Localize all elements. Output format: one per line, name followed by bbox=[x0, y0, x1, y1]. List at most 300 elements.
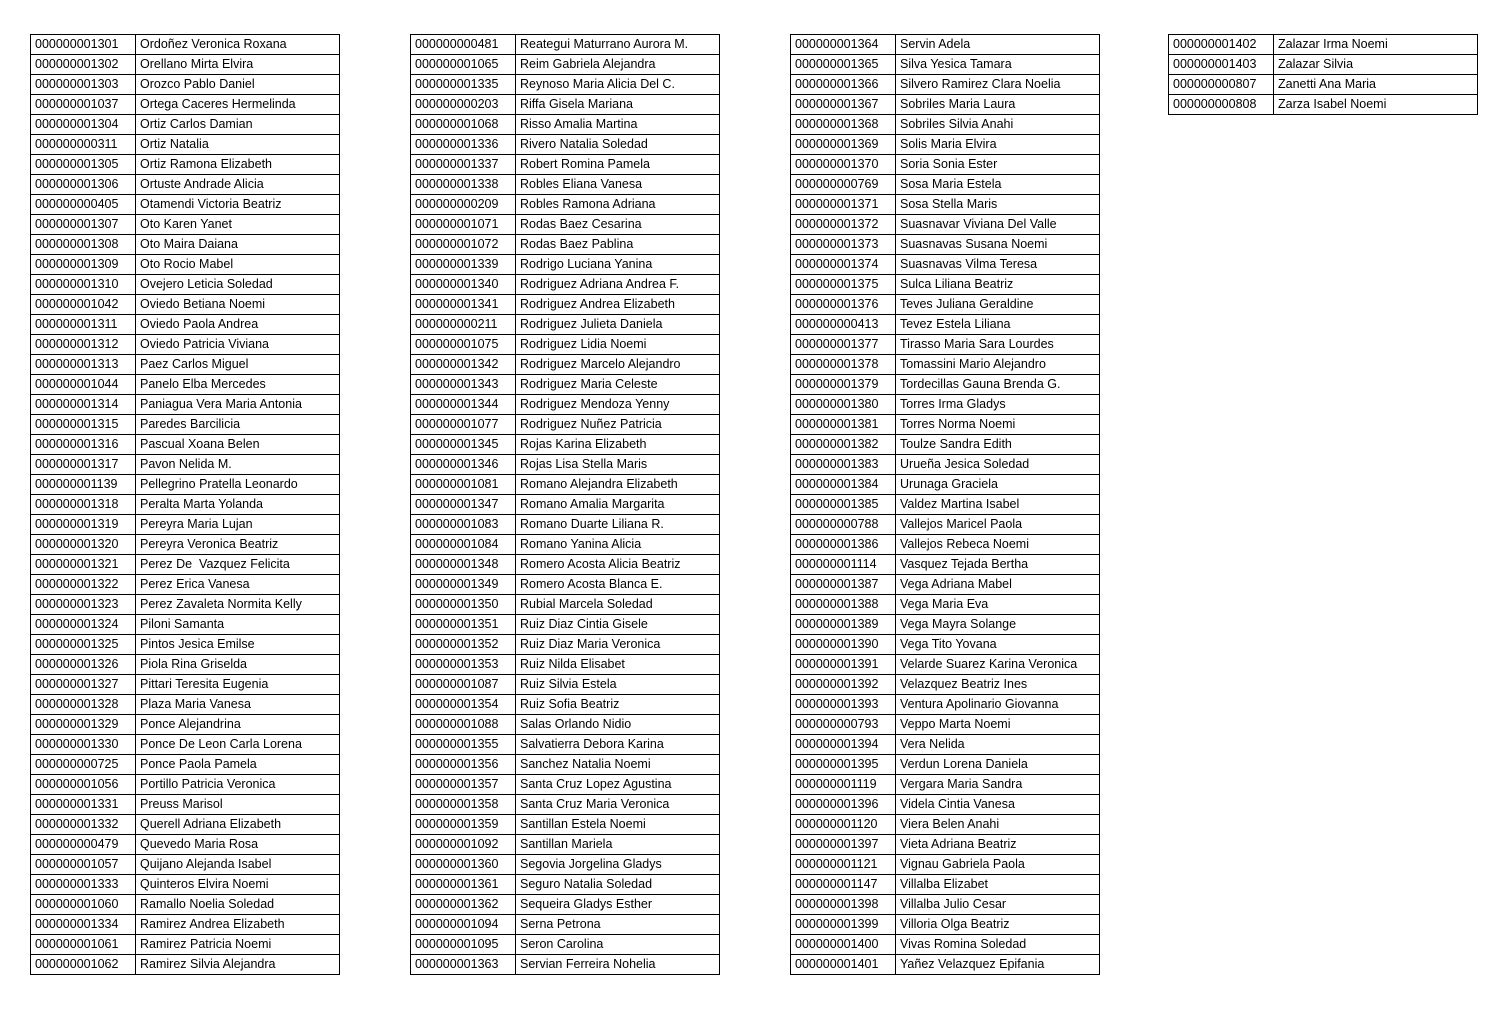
member-name-cell: Sosa Stella Maris bbox=[896, 195, 1100, 215]
member-name-cell: Querell Adriana Elizabeth bbox=[136, 815, 340, 835]
member-id-cell: 000000001376 bbox=[791, 295, 896, 315]
member-name-cell: Villalba Julio Cesar bbox=[896, 895, 1100, 915]
table-row bbox=[791, 175, 1100, 195]
member-name-cell: Vega Adriana Mabel bbox=[896, 575, 1100, 595]
table-row bbox=[31, 295, 340, 315]
table-row bbox=[791, 215, 1100, 235]
table-row bbox=[411, 955, 720, 975]
member-name-cell: Vega Mayra Solange bbox=[896, 615, 1100, 635]
member-name-cell: Ventura Apolinario Giovanna bbox=[896, 695, 1100, 715]
table-row bbox=[31, 335, 340, 355]
member-id-cell: 000000001304 bbox=[31, 115, 136, 135]
member-name-cell: Segovia Jorgelina Gladys bbox=[516, 855, 720, 875]
table-row bbox=[31, 815, 340, 835]
member-id-cell: 000000001071 bbox=[411, 215, 516, 235]
member-name-cell: Quevedo Maria Rosa bbox=[136, 835, 340, 855]
member-name-cell: Viera Belen Anahi bbox=[896, 815, 1100, 835]
member-name-cell: Pavon Nelida M. bbox=[136, 455, 340, 475]
table-row bbox=[411, 315, 720, 335]
member-name-cell: Ramirez Andrea Elizabeth bbox=[136, 915, 340, 935]
member-id-cell: 000000001303 bbox=[31, 75, 136, 95]
member-name-cell: Ordoñez Veronica Roxana bbox=[136, 35, 340, 55]
table-row bbox=[791, 415, 1100, 435]
member-id-cell: 000000001383 bbox=[791, 455, 896, 475]
member-name-cell: Quinteros Elvira Noemi bbox=[136, 875, 340, 895]
table-row bbox=[411, 535, 720, 555]
member-name-cell: Velazquez Beatriz Ines bbox=[896, 675, 1100, 695]
member-name-cell: Paniagua Vera Maria Antonia bbox=[136, 395, 340, 415]
member-id-cell: 000000001331 bbox=[31, 795, 136, 815]
table-row bbox=[411, 395, 720, 415]
table-row bbox=[31, 75, 340, 95]
table-row bbox=[791, 35, 1100, 55]
member-name-cell: Ponce De Leon Carla Lorena bbox=[136, 735, 340, 755]
member-id-cell: 000000001077 bbox=[411, 415, 516, 435]
member-id-cell: 000000001402 bbox=[1169, 35, 1274, 55]
member-name-cell: Villalba Elizabet bbox=[896, 875, 1100, 895]
member-id-cell: 000000000209 bbox=[411, 195, 516, 215]
member-name-cell: Ruiz Silvia Estela bbox=[516, 675, 720, 695]
table-row bbox=[411, 895, 720, 915]
member-name-cell: Peralta Marta Yolanda bbox=[136, 495, 340, 515]
table-row bbox=[31, 835, 340, 855]
table-row bbox=[31, 615, 340, 635]
member-id-cell: 000000001395 bbox=[791, 755, 896, 775]
member-name-cell: Rivero Natalia Soledad bbox=[516, 135, 720, 155]
member-id-cell: 000000001369 bbox=[791, 135, 896, 155]
member-id-cell: 000000001326 bbox=[31, 655, 136, 675]
table-row bbox=[791, 855, 1100, 875]
member-name-cell: Rodriguez Marcelo Alejandro bbox=[516, 355, 720, 375]
member-id-cell: 000000001332 bbox=[31, 815, 136, 835]
member-id-cell: 000000001366 bbox=[791, 75, 896, 95]
table-row bbox=[31, 175, 340, 195]
member-name-cell: Suasnavas Vilma Teresa bbox=[896, 255, 1100, 275]
member-name-cell: Pittari Teresita Eugenia bbox=[136, 675, 340, 695]
member-name-cell: Pascual Xoana Belen bbox=[136, 435, 340, 455]
member-id-cell: 000000001339 bbox=[411, 255, 516, 275]
table-row bbox=[31, 795, 340, 815]
table-row bbox=[1169, 55, 1478, 75]
table-row bbox=[411, 775, 720, 795]
table-row bbox=[411, 855, 720, 875]
table-row bbox=[31, 455, 340, 475]
member-id-cell: 000000000725 bbox=[31, 755, 136, 775]
member-name-cell: Robles Ramona Adriana bbox=[516, 195, 720, 215]
table-row bbox=[31, 355, 340, 375]
member-id-cell: 000000001139 bbox=[31, 475, 136, 495]
member-name-cell: Vera Nelida bbox=[896, 735, 1100, 755]
table-row bbox=[411, 55, 720, 75]
member-name-cell: Pereyra Maria Lujan bbox=[136, 515, 340, 535]
member-name-cell: Vallejos Maricel Paola bbox=[896, 515, 1100, 535]
member-id-cell: 000000001398 bbox=[791, 895, 896, 915]
member-id-cell: 000000001092 bbox=[411, 835, 516, 855]
member-name-cell: Ortiz Natalia bbox=[136, 135, 340, 155]
member-id-cell: 000000001324 bbox=[31, 615, 136, 635]
table-row bbox=[31, 95, 340, 115]
table-row bbox=[411, 695, 720, 715]
member-id-cell: 000000000211 bbox=[411, 315, 516, 335]
member-id-cell: 000000001378 bbox=[791, 355, 896, 375]
table-row bbox=[411, 575, 720, 595]
member-name-cell: Oviedo Paola Andrea bbox=[136, 315, 340, 335]
table-row bbox=[31, 755, 340, 775]
member-id-cell: 000000001121 bbox=[791, 855, 896, 875]
table-row bbox=[791, 275, 1100, 295]
table-row bbox=[31, 555, 340, 575]
member-id-cell: 000000001357 bbox=[411, 775, 516, 795]
member-id-cell: 000000001363 bbox=[411, 955, 516, 975]
member-name-cell: Ortiz Ramona Elizabeth bbox=[136, 155, 340, 175]
member-id-cell: 000000001364 bbox=[791, 35, 896, 55]
table-row bbox=[31, 155, 340, 175]
member-id-cell: 000000001095 bbox=[411, 935, 516, 955]
table-row bbox=[411, 935, 720, 955]
member-name-cell: Valdez Martina Isabel bbox=[896, 495, 1100, 515]
table-row bbox=[31, 675, 340, 695]
member-id-cell: 000000001401 bbox=[791, 955, 896, 975]
member-id-cell: 000000001310 bbox=[31, 275, 136, 295]
member-name-cell: Sequeira Gladys Esther bbox=[516, 895, 720, 915]
table-row bbox=[31, 715, 340, 735]
member-name-cell: Paez Carlos Miguel bbox=[136, 355, 340, 375]
member-id-cell: 000000001337 bbox=[411, 155, 516, 175]
table-row bbox=[31, 695, 340, 715]
table-row bbox=[791, 935, 1100, 955]
member-name-cell: Vasquez Tejada Bertha bbox=[896, 555, 1100, 575]
member-name-cell: Reynoso Maria Alicia Del C. bbox=[516, 75, 720, 95]
table-row bbox=[791, 315, 1100, 335]
member-id-cell: 000000001306 bbox=[31, 175, 136, 195]
table-row bbox=[31, 55, 340, 75]
member-name-cell: Oviedo Patricia Viviana bbox=[136, 335, 340, 355]
member-name-cell: Tomassini Mario Alejandro bbox=[896, 355, 1100, 375]
member-id-cell: 000000001335 bbox=[411, 75, 516, 95]
member-id-cell: 000000001387 bbox=[791, 575, 896, 595]
member-id-cell: 000000001393 bbox=[791, 695, 896, 715]
member-name-cell: Vergara Maria Sandra bbox=[896, 775, 1100, 795]
member-name-cell: Orozco Pablo Daniel bbox=[136, 75, 340, 95]
member-name-cell: Romano Yanina Alicia bbox=[516, 535, 720, 555]
member-name-cell: Reim Gabriela Alejandra bbox=[516, 55, 720, 75]
table-row bbox=[31, 495, 340, 515]
member-id-cell: 000000000793 bbox=[791, 715, 896, 735]
member-id-cell: 000000001311 bbox=[31, 315, 136, 335]
member-id-cell: 000000000203 bbox=[411, 95, 516, 115]
member-name-cell: Romano Duarte Liliana R. bbox=[516, 515, 720, 535]
table-row bbox=[791, 295, 1100, 315]
member-name-cell: Riffa Gisela Mariana bbox=[516, 95, 720, 115]
table-row bbox=[31, 955, 340, 975]
member-id-cell: 000000001336 bbox=[411, 135, 516, 155]
table-row bbox=[31, 375, 340, 395]
table-row bbox=[411, 875, 720, 895]
table-row bbox=[411, 355, 720, 375]
member-id-cell: 000000001343 bbox=[411, 375, 516, 395]
member-name-cell: Rojas Lisa Stella Maris bbox=[516, 455, 720, 475]
member-id-cell: 000000000413 bbox=[791, 315, 896, 335]
member-id-cell: 000000001087 bbox=[411, 675, 516, 695]
member-id-cell: 000000001072 bbox=[411, 235, 516, 255]
member-name-cell: Ramirez Patricia Noemi bbox=[136, 935, 340, 955]
member-name-cell: Pereyra Veronica Beatriz bbox=[136, 535, 340, 555]
table-row bbox=[1169, 35, 1478, 55]
table-row bbox=[791, 955, 1100, 975]
table-row bbox=[31, 435, 340, 455]
member-name-cell: Oto Maira Daiana bbox=[136, 235, 340, 255]
member-id-cell: 000000001349 bbox=[411, 575, 516, 595]
member-name-cell: Torres Irma Gladys bbox=[896, 395, 1100, 415]
member-name-cell: Suasnavas Susana Noemi bbox=[896, 235, 1100, 255]
roster-table-3 bbox=[790, 34, 1100, 975]
member-id-cell: 000000001374 bbox=[791, 255, 896, 275]
table-row bbox=[791, 695, 1100, 715]
member-id-cell: 000000001391 bbox=[791, 655, 896, 675]
member-name-cell: Plaza Maria Vanesa bbox=[136, 695, 340, 715]
table-row bbox=[411, 735, 720, 755]
member-id-cell: 000000001056 bbox=[31, 775, 136, 795]
table-row bbox=[791, 615, 1100, 635]
member-id-cell: 000000001380 bbox=[791, 395, 896, 415]
member-id-cell: 000000001345 bbox=[411, 435, 516, 455]
table-row bbox=[411, 255, 720, 275]
member-id-cell: 000000001342 bbox=[411, 355, 516, 375]
member-name-cell: Silvero Ramirez Clara Noelia bbox=[896, 75, 1100, 95]
roster-table-4 bbox=[1168, 34, 1478, 115]
member-name-cell: Seron Carolina bbox=[516, 935, 720, 955]
member-name-cell: Ruiz Diaz Cintia Gisele bbox=[516, 615, 720, 635]
member-name-cell: Rubial Marcela Soledad bbox=[516, 595, 720, 615]
member-name-cell: Rodas Baez Cesarina bbox=[516, 215, 720, 235]
member-name-cell: Romero Acosta Alicia Beatriz bbox=[516, 555, 720, 575]
member-name-cell: Urueña Jesica Soledad bbox=[896, 455, 1100, 475]
member-name-cell: Pellegrino Pratella Leonardo bbox=[136, 475, 340, 495]
table-row bbox=[791, 435, 1100, 455]
member-id-cell: 000000001390 bbox=[791, 635, 896, 655]
member-name-cell: Villoria Olga Beatriz bbox=[896, 915, 1100, 935]
table-row bbox=[411, 635, 720, 655]
table-row bbox=[31, 575, 340, 595]
member-id-cell: 000000001372 bbox=[791, 215, 896, 235]
member-name-cell: Sobriles Maria Laura bbox=[896, 95, 1100, 115]
member-id-cell: 000000001083 bbox=[411, 515, 516, 535]
table-row bbox=[31, 535, 340, 555]
member-id-cell: 000000001119 bbox=[791, 775, 896, 795]
member-name-cell: Ortega Caceres Hermelinda bbox=[136, 95, 340, 115]
member-id-cell: 000000001389 bbox=[791, 615, 896, 635]
member-name-cell: Rodriguez Julieta Daniela bbox=[516, 315, 720, 335]
table-row bbox=[31, 395, 340, 415]
member-id-cell: 000000001322 bbox=[31, 575, 136, 595]
table-row bbox=[31, 475, 340, 495]
table-row bbox=[791, 635, 1100, 655]
member-id-cell: 000000001057 bbox=[31, 855, 136, 875]
table-row bbox=[791, 515, 1100, 535]
table-row bbox=[411, 715, 720, 735]
member-name-cell: Videla Cintia Vanesa bbox=[896, 795, 1100, 815]
table-row bbox=[411, 915, 720, 935]
member-id-cell: 000000001348 bbox=[411, 555, 516, 575]
table-row bbox=[791, 755, 1100, 775]
member-name-cell: Ramirez Silvia Alejandra bbox=[136, 955, 340, 975]
member-name-cell: Romano Alejandra Elizabeth bbox=[516, 475, 720, 495]
table-row bbox=[791, 55, 1100, 75]
member-name-cell: Salvatierra Debora Karina bbox=[516, 735, 720, 755]
member-id-cell: 000000001360 bbox=[411, 855, 516, 875]
table-row bbox=[411, 35, 720, 55]
member-id-cell: 000000001323 bbox=[31, 595, 136, 615]
member-id-cell: 000000001346 bbox=[411, 455, 516, 475]
table-row bbox=[31, 135, 340, 155]
member-id-cell: 000000001354 bbox=[411, 695, 516, 715]
table-row bbox=[791, 535, 1100, 555]
member-name-cell: Reategui Maturrano Aurora M. bbox=[516, 35, 720, 55]
member-id-cell: 000000001403 bbox=[1169, 55, 1274, 75]
member-id-cell: 000000001312 bbox=[31, 335, 136, 355]
member-name-cell: Servin Adela bbox=[896, 35, 1100, 55]
table-row bbox=[791, 715, 1100, 735]
member-name-cell: Otamendi Victoria Beatriz bbox=[136, 195, 340, 215]
table-row bbox=[791, 235, 1100, 255]
table-row bbox=[411, 455, 720, 475]
member-id-cell: 000000001060 bbox=[31, 895, 136, 915]
member-name-cell: Serna Petrona bbox=[516, 915, 720, 935]
table-row bbox=[411, 375, 720, 395]
member-name-cell: Risso Amalia Martina bbox=[516, 115, 720, 135]
table-row bbox=[31, 655, 340, 675]
member-id-cell: 000000001347 bbox=[411, 495, 516, 515]
member-id-cell: 000000001062 bbox=[31, 955, 136, 975]
table-row bbox=[791, 775, 1100, 795]
member-id-cell: 000000001368 bbox=[791, 115, 896, 135]
member-id-cell: 000000001399 bbox=[791, 915, 896, 935]
table-row bbox=[791, 835, 1100, 855]
table-row bbox=[411, 815, 720, 835]
member-name-cell: Torres Norma Noemi bbox=[896, 415, 1100, 435]
member-name-cell: Rodriguez Nuñez Patricia bbox=[516, 415, 720, 435]
member-id-cell: 000000001042 bbox=[31, 295, 136, 315]
member-id-cell: 000000001319 bbox=[31, 515, 136, 535]
member-name-cell: Vieta Adriana Beatriz bbox=[896, 835, 1100, 855]
table-row bbox=[411, 95, 720, 115]
table-row bbox=[411, 415, 720, 435]
table-row bbox=[411, 295, 720, 315]
member-name-cell: Ruiz Sofia Beatriz bbox=[516, 695, 720, 715]
table-row bbox=[31, 515, 340, 535]
member-name-cell: Suasnavar Viviana Del Valle bbox=[896, 215, 1100, 235]
member-id-cell: 000000001330 bbox=[31, 735, 136, 755]
member-id-cell: 000000001358 bbox=[411, 795, 516, 815]
member-name-cell: Oto Karen Yanet bbox=[136, 215, 340, 235]
member-name-cell: Tirasso Maria Sara Lourdes bbox=[896, 335, 1100, 355]
table-row bbox=[791, 595, 1100, 615]
member-name-cell: Toulze Sandra Edith bbox=[896, 435, 1100, 455]
member-id-cell: 000000001341 bbox=[411, 295, 516, 315]
member-name-cell: Vignau Gabriela Paola bbox=[896, 855, 1100, 875]
member-name-cell: Rodriguez Adriana Andrea F. bbox=[516, 275, 720, 295]
table-row bbox=[411, 495, 720, 515]
table-row bbox=[411, 215, 720, 235]
table-row bbox=[791, 575, 1100, 595]
member-name-cell: Vega Tito Yovana bbox=[896, 635, 1100, 655]
member-name-cell: Verdun Lorena Daniela bbox=[896, 755, 1100, 775]
member-id-cell: 000000001334 bbox=[31, 915, 136, 935]
member-name-cell: Ponce Paola Pamela bbox=[136, 755, 340, 775]
member-id-cell: 000000001365 bbox=[791, 55, 896, 75]
table-row bbox=[791, 795, 1100, 815]
table-row bbox=[411, 235, 720, 255]
member-id-cell: 000000001400 bbox=[791, 935, 896, 955]
table-row bbox=[411, 75, 720, 95]
member-id-cell: 000000001328 bbox=[31, 695, 136, 715]
table-row bbox=[411, 795, 720, 815]
member-id-cell: 000000001302 bbox=[31, 55, 136, 75]
member-id-cell: 000000001381 bbox=[791, 415, 896, 435]
member-id-cell: 000000001370 bbox=[791, 155, 896, 175]
member-id-cell: 000000001353 bbox=[411, 655, 516, 675]
member-name-cell: Ruiz Diaz Maria Veronica bbox=[516, 635, 720, 655]
member-id-cell: 000000001325 bbox=[31, 635, 136, 655]
table-row bbox=[411, 675, 720, 695]
member-name-cell: Ponce Alejandrina bbox=[136, 715, 340, 735]
member-id-cell: 000000001068 bbox=[411, 115, 516, 135]
member-id-cell: 000000001373 bbox=[791, 235, 896, 255]
table-row bbox=[31, 775, 340, 795]
member-name-cell: Perez Zavaleta Normita Kelly bbox=[136, 595, 340, 615]
table-row bbox=[31, 635, 340, 655]
member-name-cell: Oto Rocio Mabel bbox=[136, 255, 340, 275]
member-name-cell: Oviedo Betiana Noemi bbox=[136, 295, 340, 315]
member-id-cell: 000000001385 bbox=[791, 495, 896, 515]
member-id-cell: 000000001377 bbox=[791, 335, 896, 355]
member-id-cell: 000000001362 bbox=[411, 895, 516, 915]
table-row bbox=[791, 495, 1100, 515]
member-name-cell: Piola Rina Griselda bbox=[136, 655, 340, 675]
table-row bbox=[31, 35, 340, 55]
table-row bbox=[411, 135, 720, 155]
table-row bbox=[411, 755, 720, 775]
table-row bbox=[31, 595, 340, 615]
member-name-cell: Paredes Barcilicia bbox=[136, 415, 340, 435]
table-row bbox=[411, 155, 720, 175]
table-row bbox=[31, 275, 340, 295]
member-name-cell: Perez De Vazquez Felicita bbox=[136, 555, 340, 575]
table-row bbox=[31, 935, 340, 955]
member-id-cell: 000000001088 bbox=[411, 715, 516, 735]
member-name-cell: Servian Ferreira Nohelia bbox=[516, 955, 720, 975]
member-id-cell: 000000001081 bbox=[411, 475, 516, 495]
member-name-cell: Ovejero Leticia Soledad bbox=[136, 275, 340, 295]
table-row bbox=[1169, 75, 1478, 95]
member-name-cell: Tevez Estela Liliana bbox=[896, 315, 1100, 335]
member-name-cell: Perez Erica Vanesa bbox=[136, 575, 340, 595]
table-row bbox=[791, 895, 1100, 915]
member-name-cell: Urunaga Graciela bbox=[896, 475, 1100, 495]
member-id-cell: 000000001356 bbox=[411, 755, 516, 775]
member-id-cell: 000000001316 bbox=[31, 435, 136, 455]
table-row bbox=[411, 475, 720, 495]
table-row bbox=[791, 455, 1100, 475]
member-name-cell: Santillan Estela Noemi bbox=[516, 815, 720, 835]
table-row bbox=[31, 735, 340, 755]
member-name-cell: Santa Cruz Maria Veronica bbox=[516, 795, 720, 815]
member-name-cell: Vega Maria Eva bbox=[896, 595, 1100, 615]
member-name-cell: Salas Orlando Nidio bbox=[516, 715, 720, 735]
member-name-cell: Seguro Natalia Soledad bbox=[516, 875, 720, 895]
table-row bbox=[31, 255, 340, 275]
table-row bbox=[411, 275, 720, 295]
